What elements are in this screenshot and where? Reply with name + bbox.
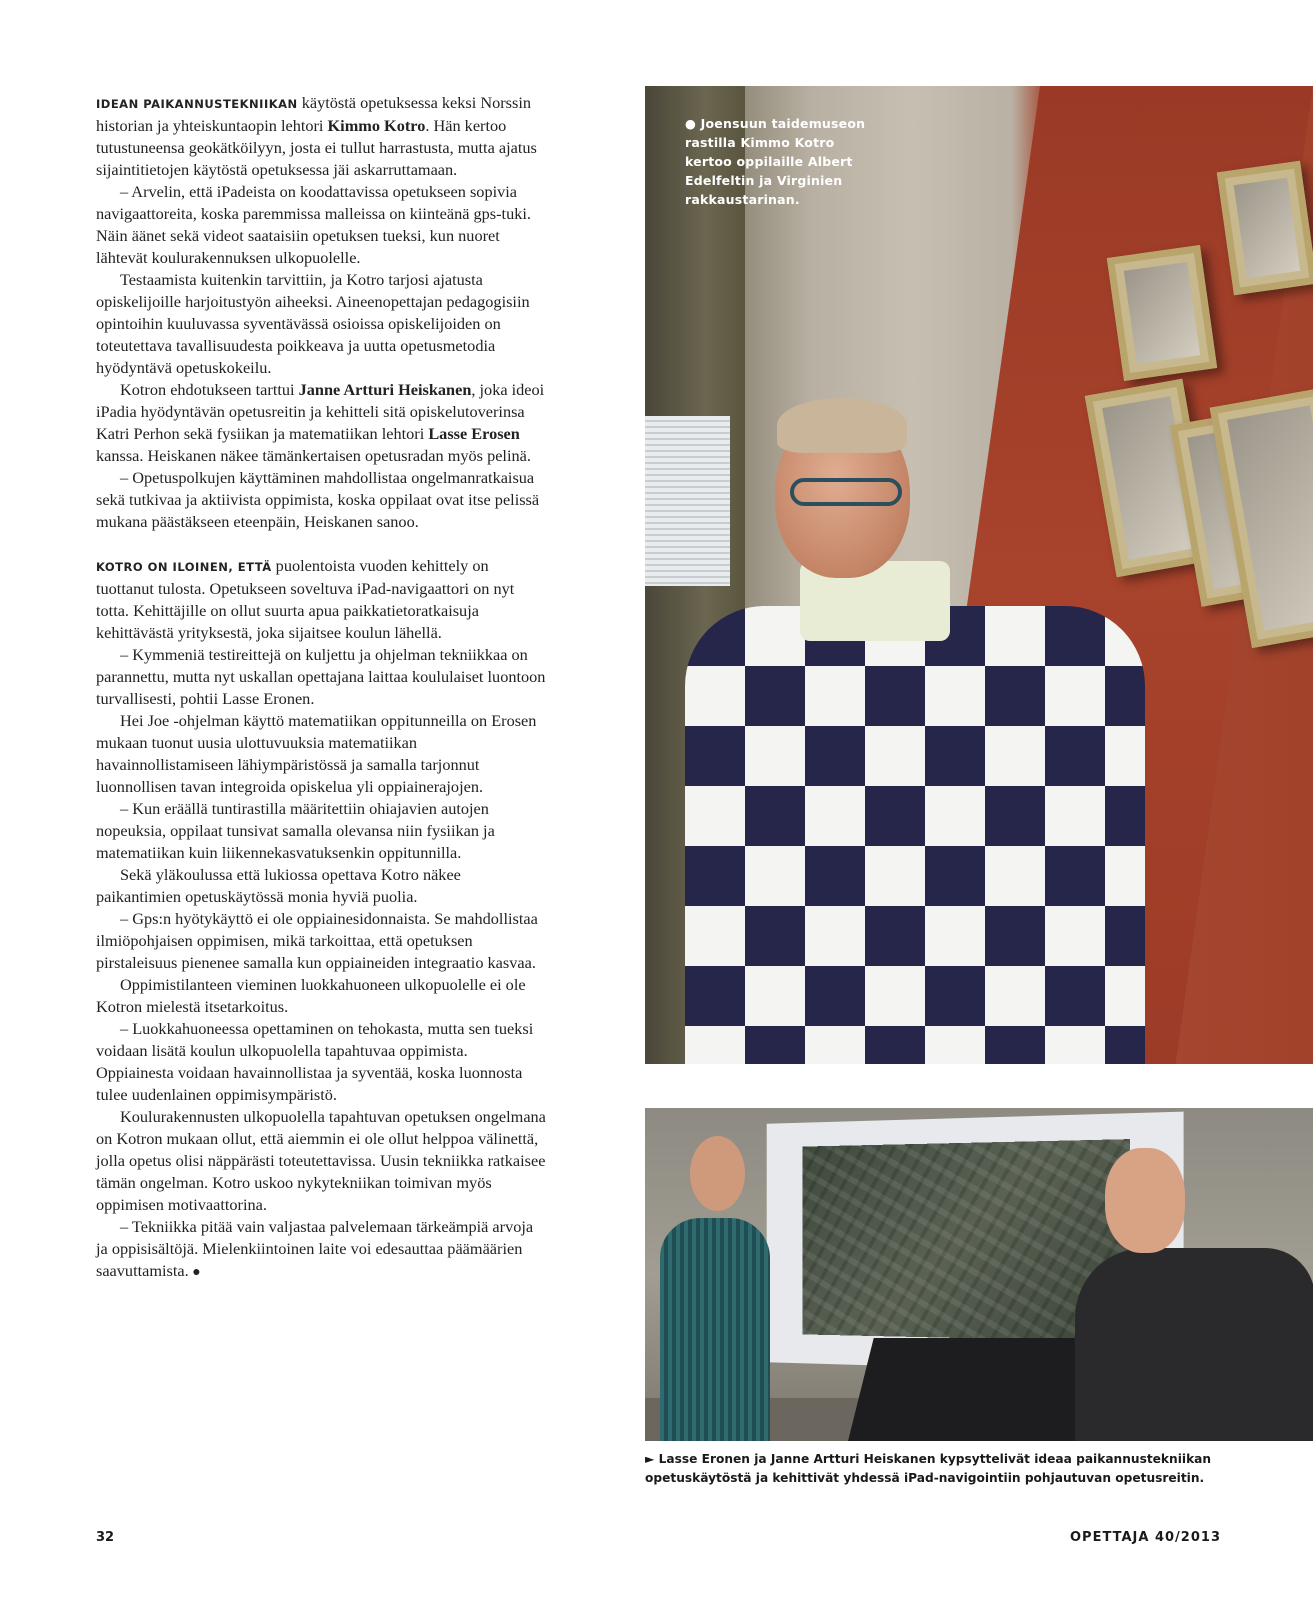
photo-man-right-head — [1105, 1148, 1185, 1253]
photo-kimmo-kotro-museum — [645, 86, 1313, 1064]
article-paragraph: Kotron ehdotukseen tarttui Janne Artturi Heiskanen, joka ideoi iPadia hyödyntävän opetusreitin ja kehitteli sitä opiskelutoverinsa Katri Perhon sekä fysiikan ja matematiikan lehtori Lasse Erosen kanssa. Heiskanen näkee tämänkertaisen opetusradan myös pelinä. — [96, 380, 545, 465]
photo-window-blinds — [645, 416, 730, 586]
article-paragraph: Oppimistilanteen vieminen luokkahuoneen ulkopuolelle ei ole Kotron mielestä itsetarkoitus. — [96, 975, 526, 1016]
painting-frame — [1217, 161, 1313, 295]
article-body — [96, 92, 546, 1284]
person-name: Lasse Erosen — [428, 424, 520, 443]
article-paragraph: Hei Joe -ohjelman käyttö matematiikan oppitunneilla on Erosen mukaan tuonut uusia ulottuvuuksia matematiikan havainnollistamiseen lähiympäristössä ja samalla tarjonnut luonnollisen tavan integroida opiskelua yli oppiainerajojen. — [96, 711, 537, 796]
page-number: 32 — [96, 1530, 115, 1545]
caption-text: Joensuun taidemuseon rastilla Kimmo Kotro kertoo oppilaille Albert Edelfeltin ja Virginien rakkaustarinan. — [685, 116, 866, 207]
article-paragraph: – Kymmeniä testireittejä on kuljettu ja ohjelman tekniikkaa on parannettu, mutta nyt uskallan opettajana laittaa koululaiset luontoon turvallisesti, pohtii Lasse Eronen. — [96, 645, 546, 708]
article-paragraph: IDEAN PAIKANNUSTEKNIIKAN käytöstä opetuksessa keksi Norssin historian ja yhteiskuntaopin lehtori Kimmo Kotro. Hän kertoo tutustuneensa geokätköilyyn, josta ei tullut harrastusta, mutta ajatus sijaintitietojen käytöstä opetuksessa jäi askarruttamaan. — [96, 93, 537, 179]
article-paragraph: Sekä yläkoulussa että lukiossa opettava Kotro näkee paikantimien opetuskäytössä monia hyviä puolia. — [96, 865, 461, 906]
person-name: Kimmo Kotro — [327, 116, 426, 135]
article-paragraph: Koulurakennusten ulkopuolella tapahtuvan opetuksen ongelmana on Kotron mukaan ollut, että aiemmin ei ole ollut helppoa välinettä, jolla opetus olisi näppärästi toteutettavissa. Uusin tekniikka ratkaisee tämän ongelman. Kotro uskoo nykytekniikan toimivan myös oppimisen motivaattorina. — [96, 1107, 546, 1214]
paragraph-lead-in: KOTRO ON ILOINEN, ETTÄ — [96, 560, 272, 574]
article-paragraph: – Luokkahuoneessa opettaminen on tehokasta, mutta sen tueksi voidaan lisätä koulun ulkopuolella tapahtuvaa oppimista. Oppiainesta voidaan havainnollistaa ja syventää, koska luonnosta tulee uudenlainen oppimisympäristö. — [96, 1019, 534, 1104]
article-paragraph: – Tekniikka pitää vain valjastaa palvelemaan tärkeämpiä arvoja ja oppisisältöjä. Mielenkiintoinen laite voi edesauttaa päämäärien saavuttamista. ● — [96, 1217, 534, 1280]
article-paragraph: – Gps:n hyötykäyttö ei ole oppiainesidonnaista. Se mahdollistaa ilmiöpohjaisen oppimisen, mikä tarkoittaa, että opetuksen pirstaleisuus pienenee samalla kun oppiaineiden integraatio kasvaa. — [96, 909, 538, 972]
photo-man-left — [660, 1218, 770, 1441]
photo-man-left-head — [690, 1136, 745, 1211]
photo-person-hair — [777, 398, 907, 453]
article-paragraph: – Opetuspolkujen käyttäminen mahdollistaa ongelmanratkaisua sekä tutkivaa ja aktiivista oppimista, koska oppilaat ovat itse pelissä mukana päästäkseen eteenpäin, Heiskanen sanoo. — [96, 468, 540, 531]
article-paragraph: – Kun eräällä tuntirastilla määritettiin ohiajavien autojen nopeuksia, oppilaat tunsivat samalla olevansa niin fysiikan ja matematiikan kuin liikennekasvatuksenkin oppitunnilla. — [96, 799, 495, 862]
photo-man-right — [1075, 1248, 1313, 1441]
painting-frame — [1107, 245, 1217, 381]
article-paragraph: KOTRO ON ILOINEN, ETTÄ puolentoista vuoden kehittely on tuottanut tulosta. Opetukseen soveltuva iPad-navigaattori on nyt totta. Kehittäjille on ollut suurta apua paikkatietoratkaisuja kehittävästä yrityksestä, joka sijaitsee koulun lähellä. — [96, 556, 515, 642]
caption-text: Lasse Eronen ja Janne Artturi Heiskanen kypsyttelivät ideaa paikannustekniikan opetuskäytöstä ja kehittivät yhdessä iPad-navigointiin pohjautuvan opetusreitin. — [645, 1452, 1212, 1485]
magazine-issue: OPETTAJA 40/2013 — [1070, 1530, 1221, 1545]
end-mark-icon: ● — [188, 1265, 201, 1280]
article-paragraph: Testaamista kuitenkin tarvittiin, ja Kotro tarjosi ajatusta opiskelijoille harjoitustyön aiheeksi. Aineenopettajan pedagogisiin opintoihin kuuluvassa syventävässä osioissa opiskelijoiden on toteutettava tavallisuudesta poikkeava ja uutta opetusmetodia hyödyntävä opetuskokeilu. — [96, 270, 530, 377]
photo-caption-top — [685, 114, 885, 209]
bullet-icon: ● — [685, 116, 697, 131]
photo-argyle-sweater — [685, 606, 1145, 1064]
article-paragraph: – Arvelin, että iPadeista on koodattavissa opetukseen sopivia navigaattoreita, koska paremmissa malleissa on kiinteänä gps-tuki. Näin äänet sekä videot saataisiin opetuksen tueksi, kun nuoret lähtevät koulurakennuksen ulkopuolelle. — [96, 182, 531, 267]
photo-glasses — [790, 478, 902, 506]
photo-caption-bottom — [645, 1450, 1285, 1488]
paragraph-lead-in: IDEAN PAIKANNUSTEKNIIKAN — [96, 97, 298, 111]
arrow-right-icon: ► — [645, 1452, 655, 1466]
photo-eronen-heiskanen — [645, 1108, 1313, 1441]
person-name: Janne Artturi Heiskanen — [298, 380, 472, 399]
